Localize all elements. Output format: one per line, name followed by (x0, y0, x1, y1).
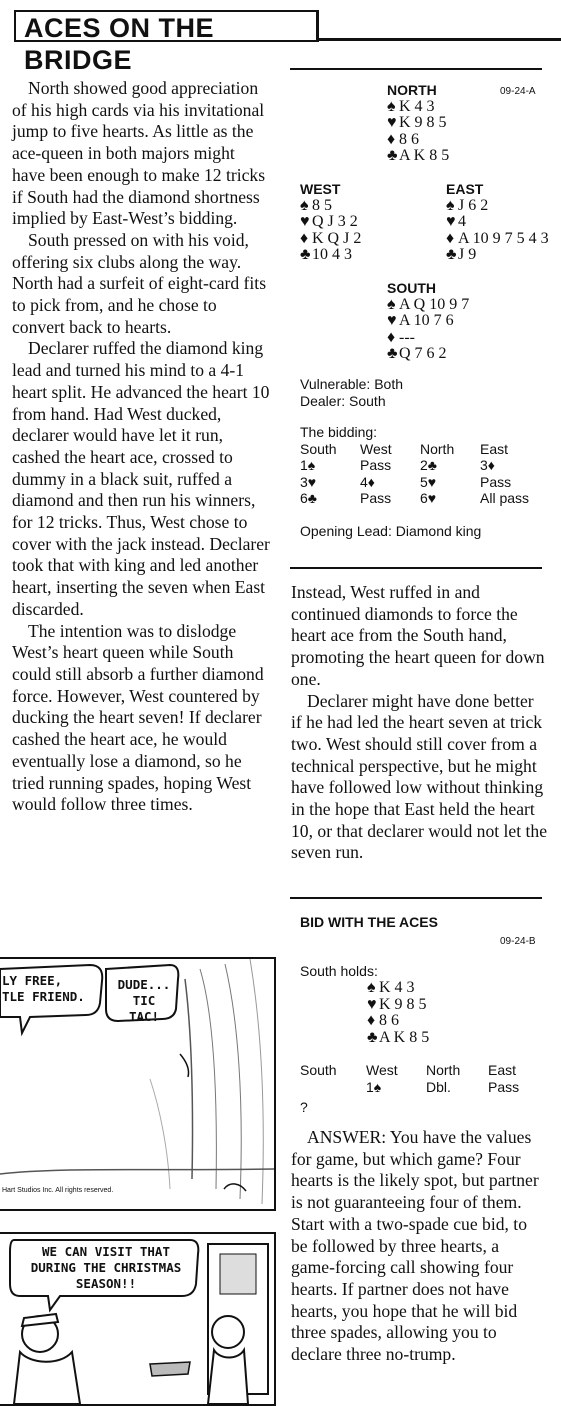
bwta-code: 09-24-B (500, 936, 536, 947)
bubble-line: TIC TAC! (128, 993, 160, 1024)
holds-label: South holds: (300, 963, 378, 979)
deal-top-rule (290, 68, 542, 70)
east-diamonds: A 10 9 7 5 4 3 (458, 229, 549, 247)
spade-icon: ♠ (387, 97, 396, 115)
heart-icon: ♥ (446, 213, 456, 230)
west-hand (300, 181, 361, 264)
comic-1-copyright: Hart Studios Inc. All rights reserved. (2, 1187, 114, 1194)
auction-call: Pass (488, 1078, 520, 1095)
bubble-line: LY FREE, (2, 973, 63, 988)
bubble-line: DUDE... (117, 977, 171, 992)
bid-call: 3♦ (480, 457, 495, 473)
bwta-top-rule (290, 897, 542, 899)
west-clubs: 10 4 3 (312, 246, 352, 263)
club-icon: ♣ (446, 246, 457, 263)
title-rule (319, 38, 561, 41)
holding-hearts: K 9 8 5 (379, 995, 427, 1013)
club-icon: ♣ (300, 246, 311, 263)
bid-call: 2♣ (420, 457, 437, 473)
east-hand (446, 181, 549, 264)
auction-header: West (366, 1062, 398, 1078)
auction-call: 1♠ (366, 1078, 382, 1095)
bid-call: 4♦ (360, 473, 375, 490)
bid-call: Pass (360, 457, 392, 473)
north-diamonds: 8 6 (399, 130, 419, 148)
comic-panel-2 (0, 1232, 276, 1406)
opening-lead: Opening Lead: Diamond king (300, 523, 482, 539)
diamond-icon: ♦ (300, 229, 309, 247)
south-spades: A Q 10 9 7 (399, 295, 470, 313)
comic-panel-1 (0, 957, 276, 1211)
bid-call: All pass (480, 490, 530, 506)
club-icon: ♣ (387, 147, 398, 164)
left-column-text (12, 78, 270, 816)
deal-bottom-rule (290, 567, 542, 569)
answer-paragraph: ANSWER: You have the values for game, but which game? Four hearts is the likely spot, but partner is not guaranteeing four of them. Start with a two-spade cue bid, to be followed by three hearts, a game-forcing call showing four hearts. If partner does not have hearts, you hope that he will bid three spades, allowing you to declare three no-trump. (291, 1127, 539, 1365)
east-hearts: 4 (458, 213, 466, 230)
auction-header: South (300, 1062, 337, 1078)
north-hearts: K 9 8 5 (399, 114, 447, 131)
east-clubs: J 9 (458, 246, 477, 263)
heart-icon: ♥ (387, 114, 397, 131)
comic-2-bubble (14, 1244, 198, 1292)
east-label: EAST (446, 181, 484, 197)
bidding-header: North (420, 440, 455, 457)
holding-clubs: A K 8 5 (379, 1028, 430, 1046)
deal-code: 09-24-A (500, 86, 536, 97)
bidding-header: West (360, 440, 392, 457)
bubble-line: SEASON!! (75, 1276, 137, 1291)
right-paragraph-2: Declarer might have done better if he had led the heart seven at trick two. West should still cover from a technical perspective, but he might have followed low without thinking in the hope that East held the heart 10, or that declarer would not let the seven run. (291, 690, 548, 863)
diamond-icon: ♦ (387, 328, 396, 346)
club-icon: ♣ (387, 345, 398, 362)
comic-1-bubble-left (2, 973, 85, 1005)
bid-call: Pass (360, 490, 392, 506)
holding-spades: K 4 3 (379, 979, 415, 996)
heart-icon: ♥ (300, 213, 310, 230)
bubble-line: WE CAN VISIT THAT (42, 1244, 170, 1259)
bubble-line: DURING THE CHRISTMAS (30, 1260, 182, 1275)
diamond-icon: ♦ (367, 1012, 376, 1029)
diamond-icon: ♦ (446, 229, 455, 247)
bidding-header: South (300, 440, 337, 457)
diamond-icon: ♦ (387, 130, 396, 148)
spade-icon: ♠ (367, 979, 376, 996)
bid-call: 5♥ (420, 473, 437, 490)
holding-diamonds: 8 6 (379, 1012, 399, 1029)
spade-icon: ♠ (446, 196, 455, 214)
auction-call (300, 1079, 366, 1096)
bidding-header: East (480, 440, 509, 457)
spade-icon: ♠ (300, 196, 309, 214)
bidding-block (300, 424, 540, 507)
column-title: ACES ON THE BRIDGE (14, 10, 319, 42)
north-hand (387, 82, 449, 165)
bwta-title: BID WITH THE ACES (300, 914, 438, 930)
auction-header: North (426, 1062, 461, 1078)
left-paragraph-4: The intention was to dislodge West’s heart queen while South could still absorb a further diamond force. However, West countered by ducking the heart seven! If declarer cashed the heart ace, he would eventually lose a diamond, so he tried running spades, hoping West would follow three times. (12, 620, 264, 815)
auction-call: Dbl. (426, 1078, 451, 1095)
question-mark: ? (300, 1099, 308, 1115)
answer-text (291, 1127, 547, 1366)
auction-header: East (488, 1062, 517, 1078)
heart-icon: ♥ (367, 995, 377, 1013)
west-hearts: Q J 3 2 (312, 213, 358, 230)
vulnerability: Vulnerable: Both (300, 376, 403, 392)
south-holding (367, 980, 429, 1046)
dealer: Dealer: South (300, 392, 386, 409)
east-spades: J 6 2 (458, 196, 489, 214)
comic-1-bubble-right (116, 977, 172, 1025)
heart-icon: ♥ (387, 312, 397, 329)
left-paragraph-2: South pressed on with his void, offering six clubs along the way. North had a surfeit of eight-card fits to pick from, and he chose to convert back to hearts. (12, 229, 267, 337)
north-spades: K 4 3 (399, 97, 435, 115)
bid-call: 1♠ (300, 457, 316, 473)
club-icon: ♣ (367, 1028, 378, 1046)
left-paragraph-3: Declarer ruffed the diamond king lead and turned his mind to a 4-1 heart split. He advanced the heart 10 from hand. Had West ducked, declarer would have let it run, cashed the heart ace, crossed to dummy in a black suit, ruffed a diamond and then run his winners, for 12 tricks. Thus, West chose to cover with the jack instead. Declarer took that with king and led another heart, inserting the seven when East discarded. (12, 338, 270, 619)
south-hand (387, 280, 469, 363)
bwta-auction (300, 1062, 548, 1116)
deal-conditions (300, 376, 403, 409)
bid-call: 3♥ (300, 473, 317, 490)
right-column-text (291, 582, 547, 864)
bid-call: 6♣ (300, 490, 317, 506)
west-diamonds: K Q J 2 (312, 229, 362, 247)
south-hearts: A 10 7 6 (399, 312, 454, 329)
south-label: SOUTH (387, 280, 436, 296)
bidding-title: The bidding: (300, 424, 378, 440)
south-clubs: Q 7 6 2 (399, 345, 447, 362)
spade-icon: ♠ (387, 295, 396, 313)
south-diamonds: --- (399, 328, 415, 346)
bid-call: Pass (480, 473, 512, 490)
bubble-line: TLE FRIEND. (2, 989, 85, 1004)
left-paragraph-1: North showed good appreciation of his high cards via his invitational jump to five hearts. As little as the ace-queen in both majors might have been enough to make 12 tricks if South had the diamond shortness implied by East-West’s bidding. (12, 78, 266, 229)
west-label: WEST (300, 181, 341, 197)
west-spades: 8 5 (312, 196, 332, 214)
right-paragraph-1: Instead, West ruffed in and continued diamonds to force the heart ace from the South hand, promoting the heart queen for down one. (291, 582, 545, 689)
north-label: NORTH (387, 82, 437, 98)
north-clubs: A K 8 5 (399, 147, 450, 164)
bidding-table (300, 441, 540, 507)
bid-call: 6♥ (420, 490, 437, 506)
